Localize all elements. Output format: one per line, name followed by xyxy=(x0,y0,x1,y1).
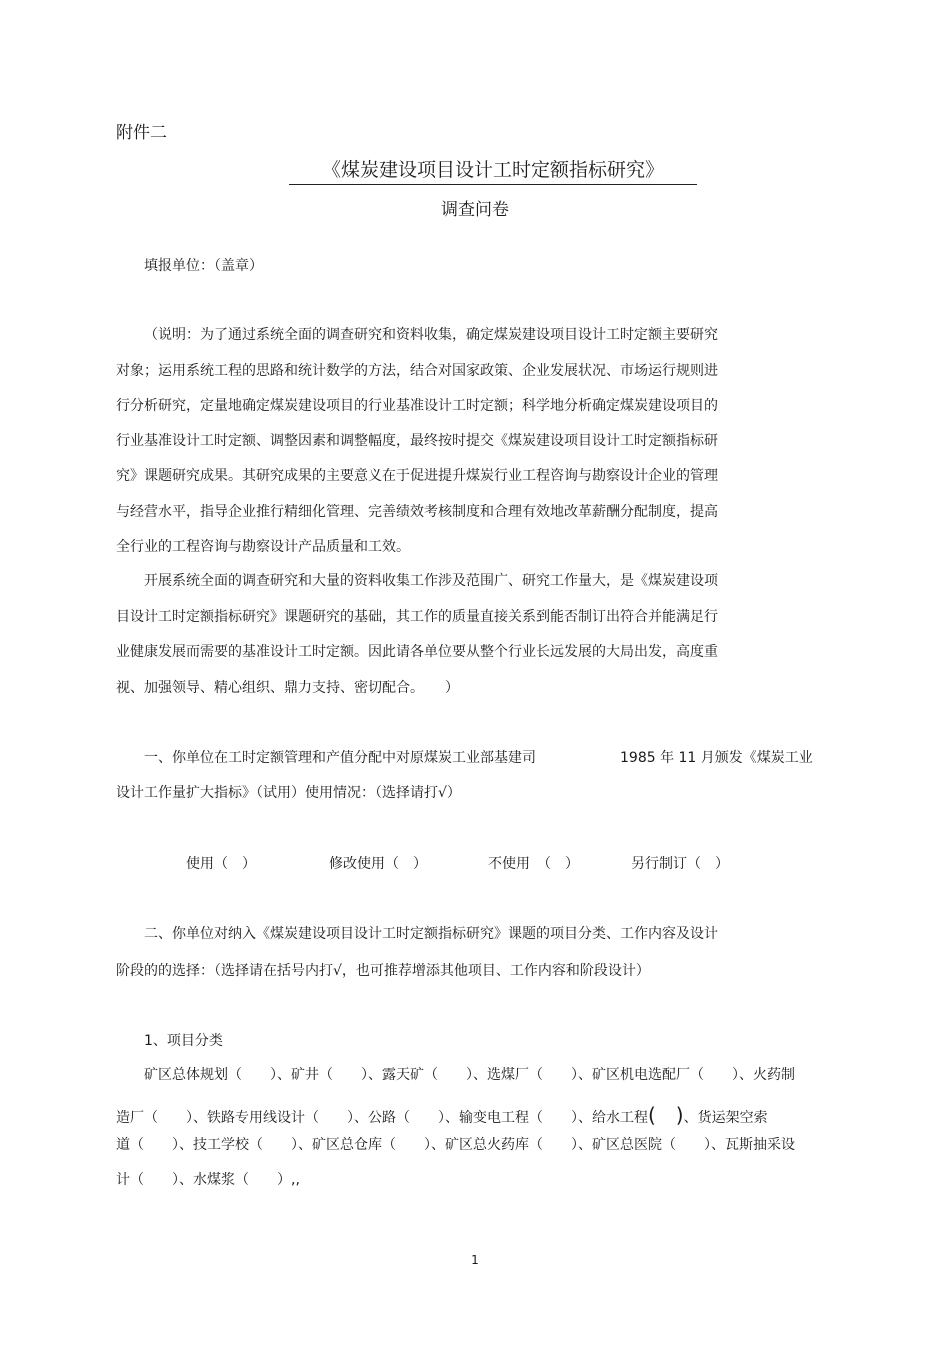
attachment-label: 附件二 xyxy=(116,123,167,143)
note-line: （说明：为了通过系统全面的调查研究和资料收集，确定煤炭建设项目设计工时定额主要研究 xyxy=(144,327,718,343)
note-line: 行业基准设计工时定额、调整因素和调整幅度，最终按时提交《煤炭建设项目设计工时定额指标研 xyxy=(116,433,718,449)
project-category-text: 、货运架空索 xyxy=(683,1110,768,1126)
reporting-unit: 填报单位：（盖章） xyxy=(144,258,263,274)
option-modify-use[interactable]: 修改使用（ ） xyxy=(329,856,427,872)
note-line: 全行业的工程咨询与勘察设计产品质量和工效。 xyxy=(116,539,410,555)
subsection-heading: 1、项目分类 xyxy=(144,1033,223,1049)
option-self-formulate[interactable]: 另行制订（ ） xyxy=(631,856,729,872)
note-line: 究》课题研究成果。其研究成果的主要意义在于促进提升煤炭行业工程咨询与勘察设计企业的管理 xyxy=(116,468,718,484)
note-line: 行分析研究，定量地确定煤炭建设项目的行业基准设计工时定额；科学地分析确定煤炭建设项目的 xyxy=(116,398,718,414)
note-line: 目设计工时定额指标研究》课题研究的基础，其工作的质量直接关系到能否制订出符合并能满足行 xyxy=(116,609,718,625)
document-subtitle: 调查问卷 xyxy=(441,200,509,220)
section1-question-line2: 设计工作量扩大指标》（试用）使用情况：（选择请打√） xyxy=(116,785,461,801)
water-supply-checkbox[interactable]: ( ) xyxy=(648,1103,684,1127)
section2-question-line2: 阶段的的选择：（选择请在括号内打√，也可推荐增添其他项目、工作内容和阶段设计） xyxy=(116,963,650,979)
project-category-line: 道（ ）、技工学校（ ）、矿区总仓库（ ）、矿区总火药库（ ）、矿区总医院（ ）、瓦斯抽采设 xyxy=(116,1137,795,1153)
note-line: 对象；运用系统工程的思路和统计数学的方法，结合对国家政策、企业发展状况、市场运行规则进 xyxy=(116,363,718,379)
section1-question-date: 1985 年 11 月颁发《煤炭工业 xyxy=(620,750,813,766)
section2-question-line1: 二、你单位对纳入《煤炭建设项目设计工时定额指标研究》课题的项目分类、工作内容及设计 xyxy=(144,926,718,942)
option-not-use[interactable]: 不使用 （ ） xyxy=(488,856,579,872)
option-use[interactable]: 使用（ ） xyxy=(186,856,256,872)
page-number: 1 xyxy=(471,1253,479,1267)
section1-question-text: 一、你单位在工时定额管理和产值分配中对原煤炭工业部基建司 xyxy=(144,750,536,766)
note-line: 与经营水平，指导企业推行精细化管理、完善绩效考核制度和合理有效地改革薪酬分配制度，提高 xyxy=(116,504,718,520)
note-line: 业健康发展而需要的基准设计工时定额。因此请各单位要从整个行业长远发展的大局出发，高度重 xyxy=(116,644,718,660)
project-category-text: 造厂（ ）、铁路专用线设计（ ）、公路（ ）、输变电工程（ ）、给水工程 xyxy=(116,1110,648,1126)
note-line: 开展系统全面的调查研究和大量的资料收集工作涉及范围广、研究工作量大，是《煤炭建设项 xyxy=(144,573,718,589)
project-category-line: 计（ ）、水煤浆（ ）,, xyxy=(116,1172,300,1188)
document-title: 《煤炭建设项目设计工时定额指标研究》 xyxy=(289,155,697,185)
project-category-line xyxy=(116,1099,768,1128)
project-category-line: 矿区总体规划（ ）、矿井（ ）、露天矿（ ）、选煤厂（ ）、矿区机电选配厂（ ）、火药制 xyxy=(144,1067,795,1083)
note-line: 视、加强领导、精心组织、鼎力支持、密切配合。 ） xyxy=(116,680,459,696)
